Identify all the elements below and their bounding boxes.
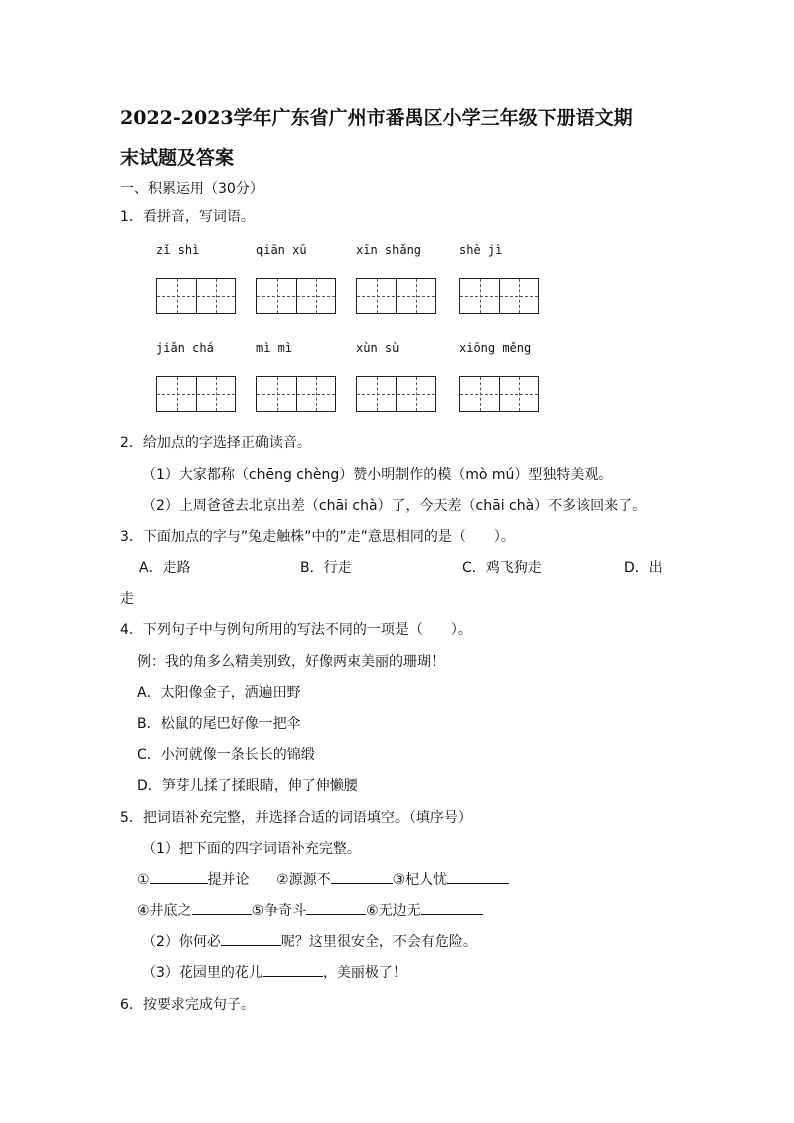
example-sentence: 例：我的角多么精美别致，好像两束美丽的珊瑚！: [137, 654, 445, 670]
pinyin-label: jiǎn chá: [156, 341, 214, 355]
idiom-row-1: [137, 870, 509, 890]
question-5: 5．把词语补充完整，并选择合适的词语填空。（填序号）: [120, 810, 472, 826]
idiom-5-text: ⑤争奇斗: [251, 903, 307, 919]
writing-grid-box[interactable]: [356, 278, 436, 314]
pinyin-label: qiān xū: [256, 243, 307, 257]
writing-grid-box[interactable]: [356, 376, 436, 412]
idiom-row-2: [137, 901, 483, 921]
question-4: 4．下列句子中与例句所用的写法不同的一项是（ ）。: [120, 622, 472, 638]
question-5-sub-3: [142, 963, 407, 983]
question-1: 1．看拼音，写词语。: [120, 209, 255, 225]
fill-blank[interactable]: [447, 871, 509, 884]
pinyin-label: mì mì: [256, 341, 293, 355]
pinyin-label: xīn shǎng: [356, 243, 422, 257]
fill-blank[interactable]: [421, 902, 483, 915]
fill-blank[interactable]: [306, 902, 366, 915]
question-2: 2．给加点的字选择正确读音。: [120, 435, 311, 451]
idiom-3-text: ③杞人忧: [392, 872, 448, 888]
option-b: B．行走: [300, 560, 352, 576]
writing-grid-box[interactable]: [256, 376, 336, 412]
pinyin-label: xùn sù: [356, 341, 400, 355]
option-a: A．太阳像金子，洒遍田野: [137, 685, 301, 701]
question-6: 6．按要求完成句子。: [120, 997, 255, 1013]
writing-grid-box[interactable]: [459, 376, 539, 412]
question-5-sub-1: （1）把下面的四字词语补充完整。: [142, 841, 361, 857]
fill-blank[interactable]: [331, 871, 393, 884]
fill-blank[interactable]: [263, 964, 323, 977]
option-c: C．小河就像一条长长的锦缎: [137, 747, 315, 763]
idiom-1-number: ①: [137, 872, 150, 888]
writing-grid-box[interactable]: [156, 376, 236, 412]
question-2-item-1: （1）大家都称（chēng chèng）赞小明制作的模（mò mú）型独特美观。: [142, 467, 613, 483]
pinyin-label: shè jì: [459, 243, 503, 257]
sub-3-text-b: ，美丽极了！: [322, 965, 407, 981]
option-d-continued: 走: [120, 591, 134, 607]
fill-blank[interactable]: [150, 871, 208, 884]
document-title-cont: [120, 138, 680, 178]
idiom-4-text: ④井底之: [137, 903, 192, 919]
question-5-sub-2: [142, 932, 477, 952]
title-line-1: 2022-2023学年广东省广州市番禺区小学三年级下册语文期: [120, 107, 633, 129]
document-title: [120, 98, 680, 138]
idiom-1-text: 提并论: [207, 872, 250, 888]
idiom-2-text: ②源源不: [276, 872, 331, 888]
sub-2-text-b: 呢？这里很安全，不会有危险。: [280, 934, 477, 950]
option-a: A．走路: [139, 560, 191, 576]
pinyin-label: zǐ shì: [156, 243, 200, 257]
section-heading: 一、积累运用（30分）: [120, 181, 264, 197]
option-d: D．出: [624, 560, 663, 576]
sub-2-text-a: （2）你何必: [142, 934, 221, 950]
title-line-2: 末试题及答案: [120, 147, 235, 169]
fill-blank[interactable]: [221, 933, 281, 946]
option-d: D．笋芽儿揉了揉眼睛，伸了伸懒腰: [137, 778, 358, 794]
option-c: C．鸡飞狗走: [462, 560, 542, 576]
question-2-item-2: （2）上周爸爸去北京出差（chāi chà）了，今天差（chāi chà）不多该回来了。: [142, 498, 647, 514]
idiom-6-text: ⑥无边无: [366, 903, 421, 919]
option-b: B．松鼠的尾巴好像一把伞: [137, 716, 301, 732]
writing-grid-box[interactable]: [156, 278, 236, 314]
writing-grid-box[interactable]: [459, 278, 539, 314]
fill-blank[interactable]: [192, 902, 252, 915]
sub-3-text-a: （3）花园里的花儿: [142, 965, 263, 981]
writing-grid-box[interactable]: [256, 278, 336, 314]
question-3: 3．下面加点的字与”兔走触株”中的”走”意思相同的是（ ）。: [120, 529, 515, 545]
pinyin-label: xiōng měng: [459, 341, 532, 355]
